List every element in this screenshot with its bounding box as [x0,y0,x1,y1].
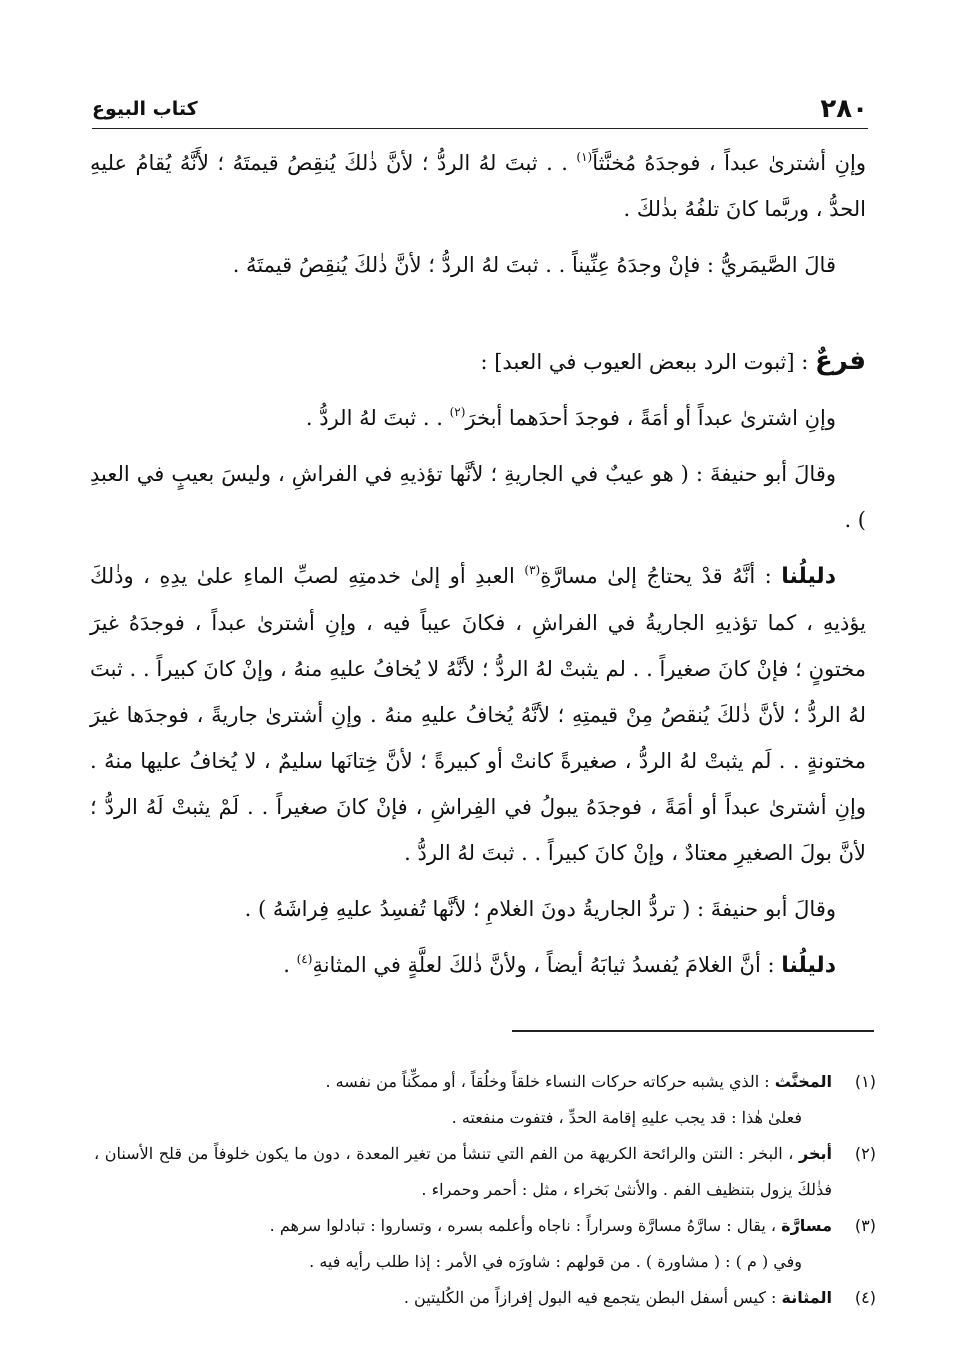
footnote-number: (١) [854,1072,876,1091]
main-text [90,140,866,999]
footnote-item [94,1064,876,1136]
footnote-item [94,1208,876,1280]
footnote-term: مسارَّة [781,1216,832,1235]
footnote-reference[interactable]: (٣) [524,563,541,577]
footnote-text: ، يقال : سارَّهُ مسارَّة وسراراً : ناجاه وأعلمه بسره ، وتساروا : تبادلوا سرهم . [269,1216,782,1235]
footnote-term: أبخر [799,1144,832,1163]
footnote-text: ، البخر : النتن والرائحة الكريهة من الفم التي تنشأ من تغير المعدة ، دون ما يكون خلوفاً من قلح الأسنان ، فذٰلكَ يزول بتنظيف الفم . والأنثىٰ بَخراء ، مثل : أحمر وحمراء . [94,1144,832,1199]
book-title: كتاب البيوع [92,98,198,120]
evidence-lead-word: دليلُنا [781,564,836,589]
paragraph-evidence-2 [90,942,866,989]
paragraph-mukhannath [90,140,866,232]
footnotes [94,1064,876,1316]
footnote-text: : كيس أسفل البطن يتجمع فيه البول إفرازاً من الكُليتين . [403,1288,782,1307]
paragraph-text: : أنَّهُ قدْ يحتاجُ إلىٰ مسارَّةِ [540,564,782,588]
footnote-subtext: فعلىٰ هٰذا : قد يجب عليهِ إقامة الحدِّ ، فتفوت منفعته . [451,1108,802,1127]
page-number: ٢٨٠ [820,94,868,124]
paragraph-evidence-1 [90,553,866,876]
footnote-item [94,1280,876,1316]
paragraph-text: . . ثبتَ لهُ الردُّ ؛ لأنَّ ذٰلكَ يُنقِصُ قيمتَهُ ؛ لأَنَّهُ يُقامُ عليهِ الحدُّ ، وربَّما كانَ تلفُهُ بذٰلكَ . [90,151,866,221]
footnote-term: المخنَّث [774,1072,832,1091]
paragraph-text: . [283,953,297,977]
paragraph-abu-hanifa-2 [90,886,866,932]
footnote-subtext: وفي ( م ) : ( مشاورة ) . من قولهم : شاورَه في الأمر : إذا طلب رأيه فيه . [309,1252,802,1271]
paragraph-text: وإنِ أشترىٰ عبداً ، فوجدَهُ مُخنَّثاً [592,151,866,175]
paragraph-text: قالَ الصَّيمَريُّ : فإنْ وجدَهُ عِنِّيناً . . ثبتَ لهُ الردُّ ؛ لأنَّ ذٰلكَ يُنقِصُ قيمتَهُ . [232,253,836,277]
footnote-term: المثانة [781,1288,832,1307]
paragraph-text: وقالَ أبو حنيفةَ : ( تردُّ الجاريةُ دونَ الغلامِ ؛ لأنَّها تُفسِدُ عليهِ فِراشَهُ ) . [244,897,836,921]
paragraph-text: العبدِ أو إلىٰ خدمتِهِ لصبِّ الماءِ علىٰ يدِهِ ، وذٰلكَ يؤذيهِ ، كما تؤذيهِ الجاريةُ في الفراشِ ، فكانَ عيباً فيه ، وإنِ أشترىٰ عبداً ، فوجدَهُ غيرَ مختونٍ ؛ فإنْ كانَ صغيراً . . لم يثبتْ لهُ الردُّ ؛ لأنَّهُ لا يُخافُ عليهِ منهُ ، وإنْ كانَ كبيراً . . ثبتَ لهُ الردُّ ؛ لأنَّ ذٰلكَ يُنقصُ مِنْ قيمتِهِ ؛ لأنَّهُ يُخافُ عليهِ منهُ . وإنِ أشترىٰ جاريةً ، فوجدَها غيرَ مختونةٍ . . لَم يثبتْ لهُ الردُّ ، صغيرةً كانتْ أو كبيرةً ؛ لأنَّ خِتانَها سليمٌ ، لا يُخافُ عليها منهُ . وإنِ أشترىٰ عبداً أو أمَةً ، فوجدَهُ يبولُ في الفِراشِ ، فإنْ كانَ صغيراً . . لَمْ يثبتْ لَهُ الردُّ ؛ لأنَّ بولَ الصغيرِ معتادٌ ، وإنْ كانَ كبيراً . . ثبتَ لهُ الردُّ . [90,564,866,865]
far-heading-word: فرعٌ [815,346,866,376]
paragraph-text: : أنَّ الغلامَ يُفسدُ ثيابَهُ أيضاً ، ولأنَّ ذٰلكَ لعلَّةٍ في المثانةِ [312,953,782,977]
footnote-text: : الذي يشبه حركاته حركات النساء خلقاً وخلُقاً ، أو ممكِّناً من نفسه . [325,1072,775,1091]
running-header [92,92,868,129]
paragraph-saymari [90,242,866,288]
footnote-reference[interactable]: (١) [576,150,593,164]
footnote-number: (٤) [854,1288,876,1307]
evidence-lead-word: دليلُنا [781,953,836,978]
footnote-separator [512,1030,874,1032]
paragraph-text: وقالَ أبو حنيفةَ : ( هو عيبٌ في الجاريةِ ؛ لأنَّها تؤذيهِ في الفراشِ ، وليسَ بعيبٍ في العبدِ ) . [90,462,866,532]
footnote-number: (٢) [854,1144,876,1163]
footnote-reference[interactable]: (٢) [449,405,466,419]
section-heading [90,338,866,385]
footnote-reference[interactable]: (٤) [296,952,313,966]
paragraph-text: . . ثبتَ لهُ الردُّ . [305,406,450,430]
section-heading-text: : [ثبوت الرد ببعض العيوب في العبد] : [480,350,816,374]
footnote-item [94,1136,876,1208]
paragraph-abu-hanifa-1 [90,451,866,543]
paragraph-abkhar [90,395,866,441]
footnote-number: (٣) [854,1216,876,1235]
paragraph-text: وإنِ اشترىٰ عبداً أو أمَةً ، فوجدَ أحدَهما أبخرَ [465,406,836,430]
